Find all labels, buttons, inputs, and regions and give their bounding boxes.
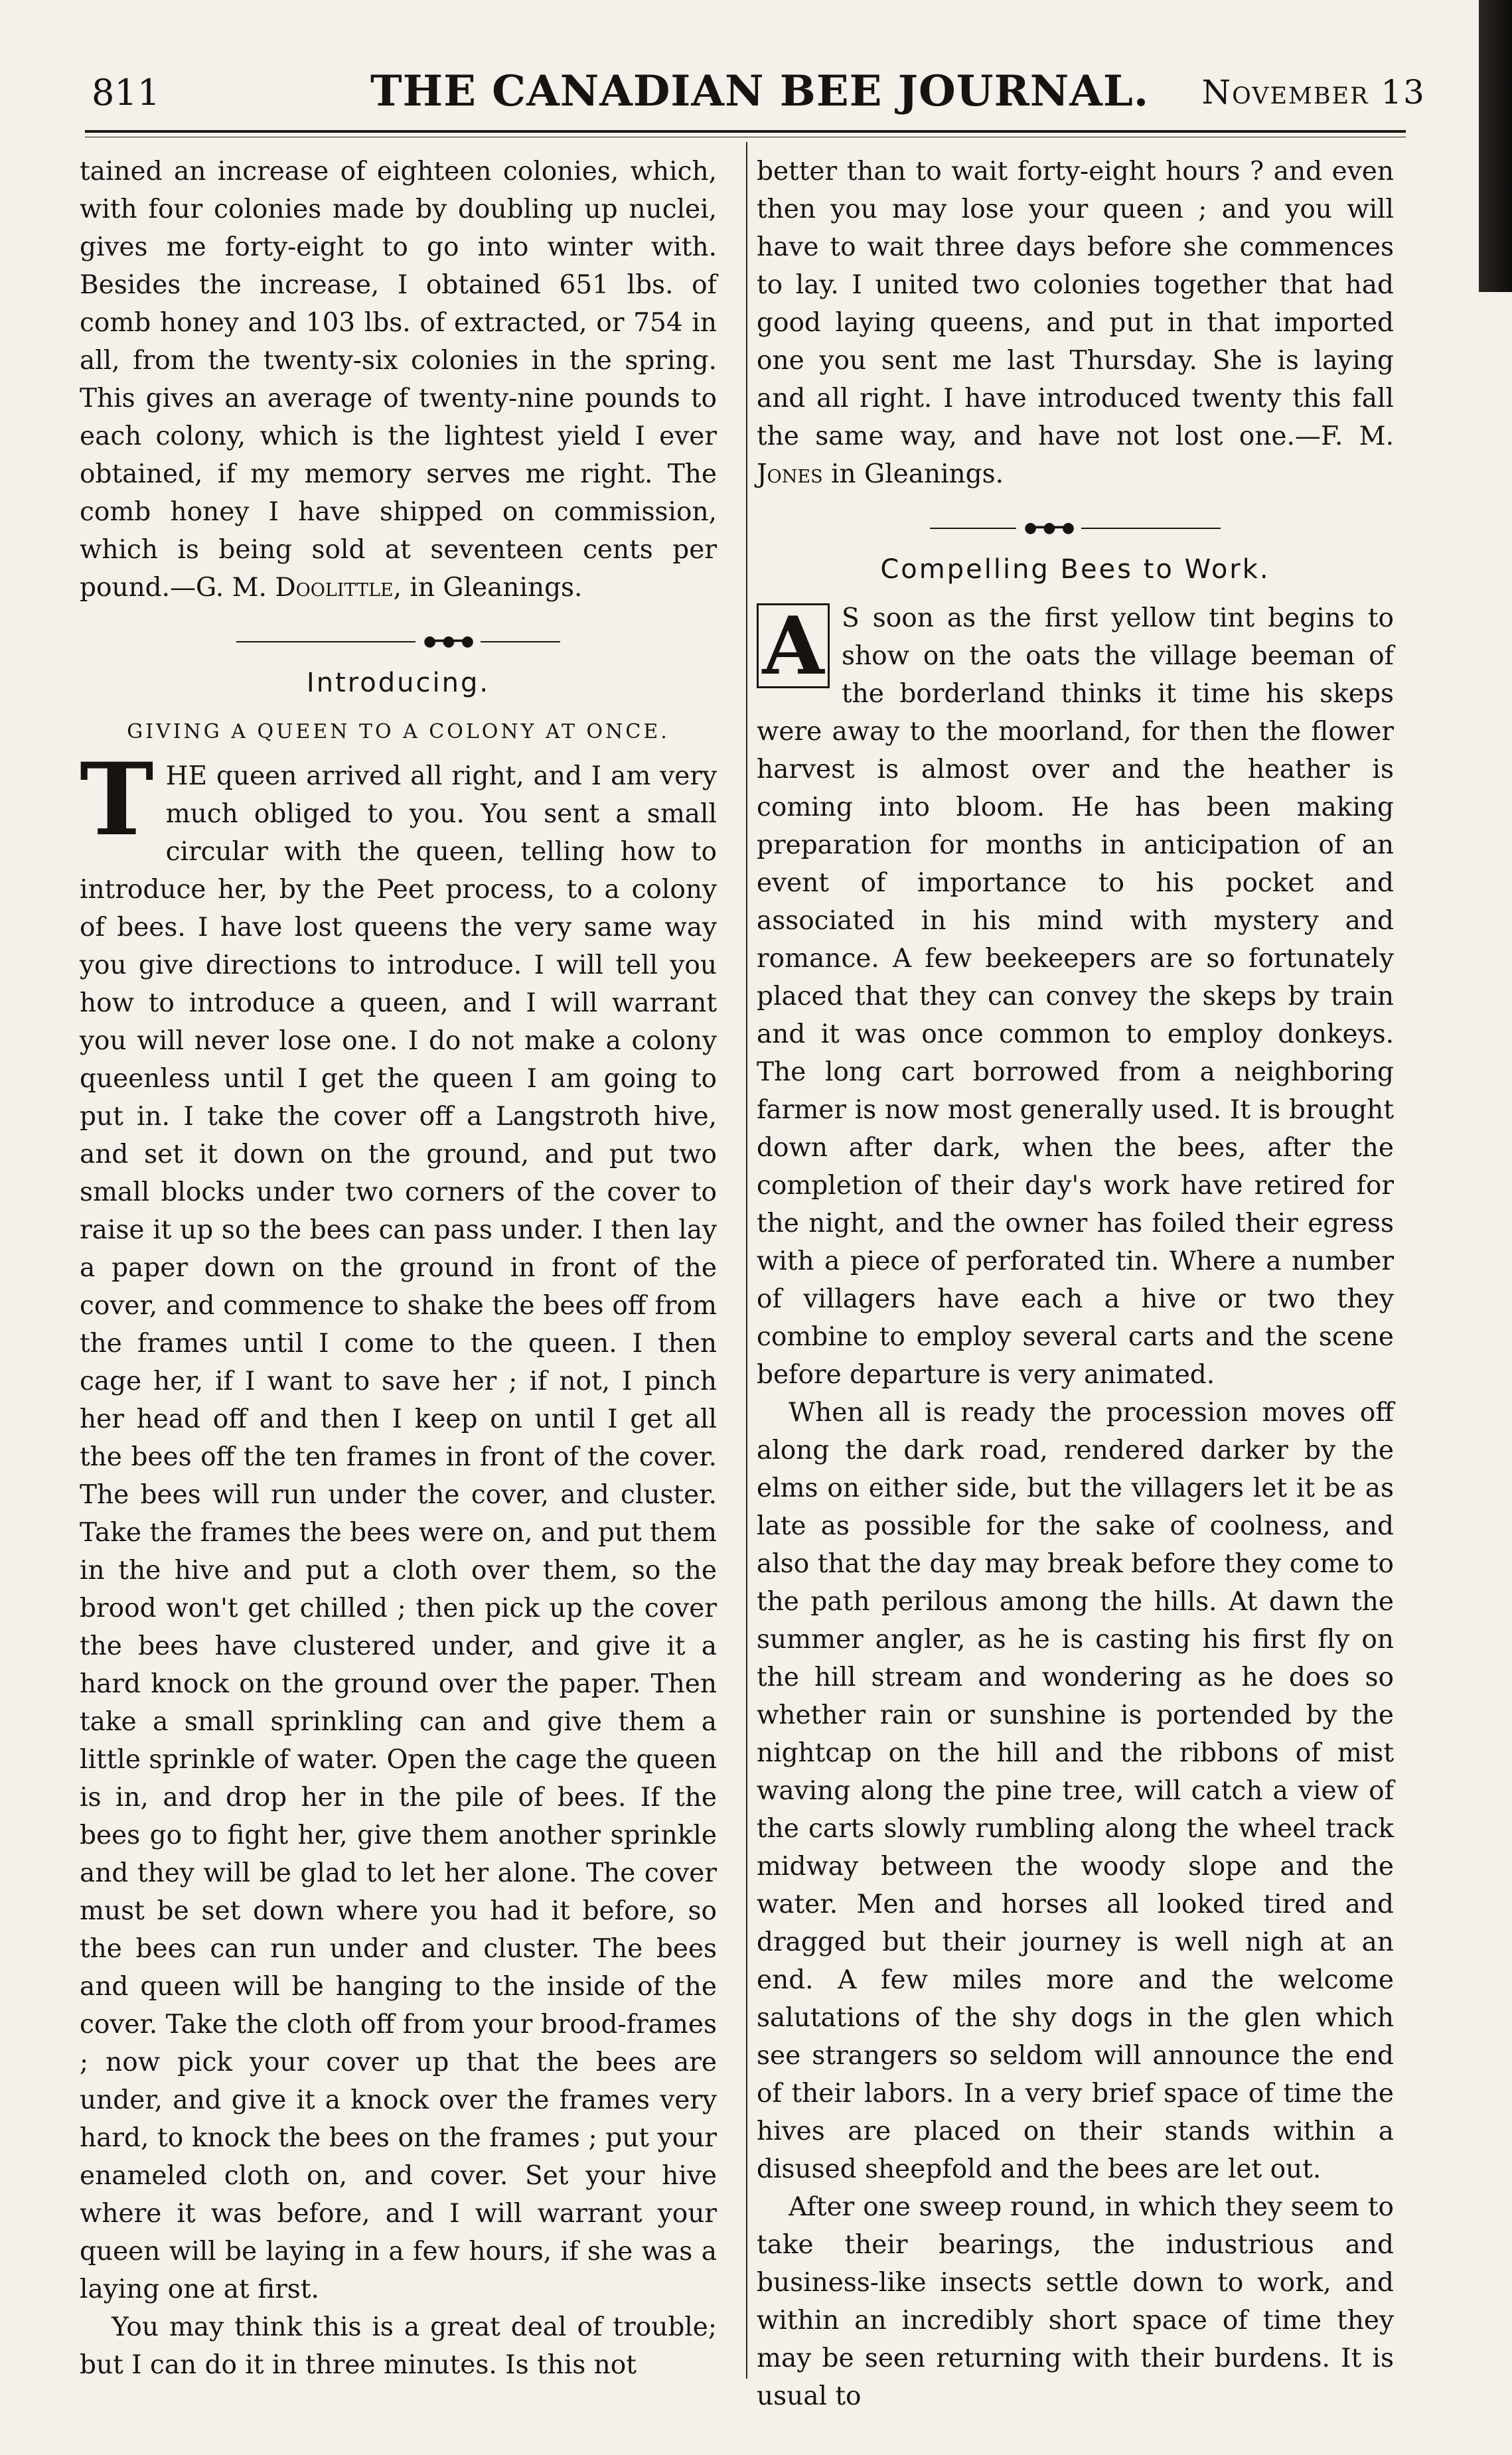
page-edge-shadow — [1479, 0, 1512, 292]
section-divider — [80, 623, 717, 660]
right-column — [757, 153, 1394, 2415]
header-rule — [85, 130, 1406, 133]
article-paragraph: After one sweep round, in which they seem to take their bearings, the industrious and business-like insects settle down to work, and within an incredibly short space of time they may be seen returning with their burdens. It is usual to — [757, 2192, 1394, 2411]
left-column — [80, 153, 717, 2384]
article-continuation: better than to wait forty-eight hours ? and even then you may lose your queen ; and you will have to wait three days before she commences to lay. I united two colonies together that had good laying queens, and put in that imported one you sent me last Thursday. She is laying and all right. I have introduced twenty this fall the same way, and have not lost one.—F. M. Jones in Gleanings. — [757, 157, 1394, 489]
byline: G. M. Doolittle — [196, 573, 394, 603]
drop-cap: A — [757, 603, 830, 688]
article-body: THE queen arrived all right, and I am very much obliged to you. You sent a small circular with the queen, telling how to introduce her, by the Peet process, to a colony of bees. I have lost queens the very same way you give directions to introduce. I will tell you how to introduce a queen, and I will warrant you will never lose one. I do not make a colony queenless until I get the queen I am going to put in. I take the cover off a Langstroth hive, and set it down on the ground, and put two small blocks under two corners of the cover to raise it up so the bees can pass under. I then lay a paper down on the ground in front of the cover, and commence to shake the bees off from the frames until I come to the queen. I then cage her, if I want to save her ; if not, I pinch her head off and then I keep on until I get all the bees off the ten frames in front of the cover. The bees will run under the cover, and cluster. Take the frames the bees were on, and put them in the hive and put a cloth over them, so the brood won't get chilled ; then pick up the cover the bees have clustered under, and give it a hard knock on the ground over the paper. Then take a small sprinkling can and give them a little sprinkle of water. Open the cage the queen is in, and drop her in the pile of bees. If the bees go to fight her, give them another sprinkle and they will be glad to let her alone. The cover must be set down where you had it before, so the bees can run under and cluster. The bees and queen will be hanging to the inside of the cover. Take the cloth off from your brood-frames ; now pick your cover up that the bees are under, and give it a knock over the frames very hard, to knock the bees on the frames ; put your enameled cloth on, and cover. Set your hive where it was before, and I will warrant your queen will be laying in a few hours, if she was a laying one at first. — [80, 741, 717, 2304]
section-divider — [757, 509, 1394, 547]
article-paragraph: When all is ready the procession moves off along the dark road, rendered darker by the elms on either side, but the villagers let it be as late as possible for the sake of coolness, and also that the day may break before they come to the path perilous among the hills. At dawn the summer angler, as he is casting his first fly on the hill stream and wondering as he does so whether rain or sunshine is portended by the nightcap on the hill and the ribbons of mist waving along the pine tree, will catch a view of the carts slowly rumbling along the wheel track midway between the woody slope and the water. Men and horses all looked tired and dragged but their journey is well nigh at an end. A few miles more and the welcome salutations of the shy dogs in the glen which see strangers so seldom will announce the end of their labors. In a very brief space of time the hives are placed on their stands within a disused sheepfold and the bees are let out. — [757, 1398, 1394, 2184]
journal-title: THE CANADIAN BEE JOURNAL. — [370, 66, 1150, 116]
byline: F. M. Jones — [757, 421, 1394, 489]
section-title: Introducing. — [306, 668, 491, 698]
article-paragraph: You may think this is a great deal of trouble; but I can do it in three minutes. Is this not — [80, 2312, 717, 2380]
section-title: Compelling Bees to Work. — [880, 554, 1270, 585]
page-header — [85, 64, 1426, 117]
issue-date: November 13 — [1201, 73, 1426, 112]
drop-cap: T — [80, 741, 154, 858]
page-number: 811 — [92, 72, 161, 113]
column-divider — [746, 142, 747, 2379]
subheading: GIVING A QUEEN TO A COLONY AT ONCE. — [127, 720, 670, 743]
article-continuation: tained an increase of eighteen colonies, which, with four colonies made by doubling up nuclei, gives me forty-eight to go into winter with. Besides the increase, I obtained 651 lbs. of comb honey and 103 lbs. of extracted, or 754 in all, from the twenty-six colonies in the spring. This gives an average of twenty-nine pounds to each colony, which is the lightest yield I ever obtained, if my memory serves me right. The comb honey I have shipped on commission, which is being sold at seventeen cents per pound.—G. M. Doolittle, in Gleanings. — [80, 157, 717, 603]
article-body: A S soon as the first yellow tint begins to show on the oats the village beeman of the borderland thinks it time his skeps were away to the moorland, for then the flower harvest is almost over and the heather is coming into bloom. He has been making preparation for months in anticipation of an event of importance to his pocket and associated in his mind with mystery and romance. A few beekeepers are so fortunately placed that they can convey the skeps by train and it was once common to employ donkeys. The long cart borrowed from a neighboring farmer is now most generally used. It is brought down after dark, when the bees, after the completion of their day's work have retired for the night, and the owner has foiled their egress with a piece of perforated tin. Where a number of villagers have each a hive or two they combine to employ several carts and the scene before departure is very animated. — [757, 599, 1394, 1390]
ornament-icon: ●━●━● — [423, 633, 473, 650]
ornament-icon: ●━●━● — [1023, 520, 1074, 536]
